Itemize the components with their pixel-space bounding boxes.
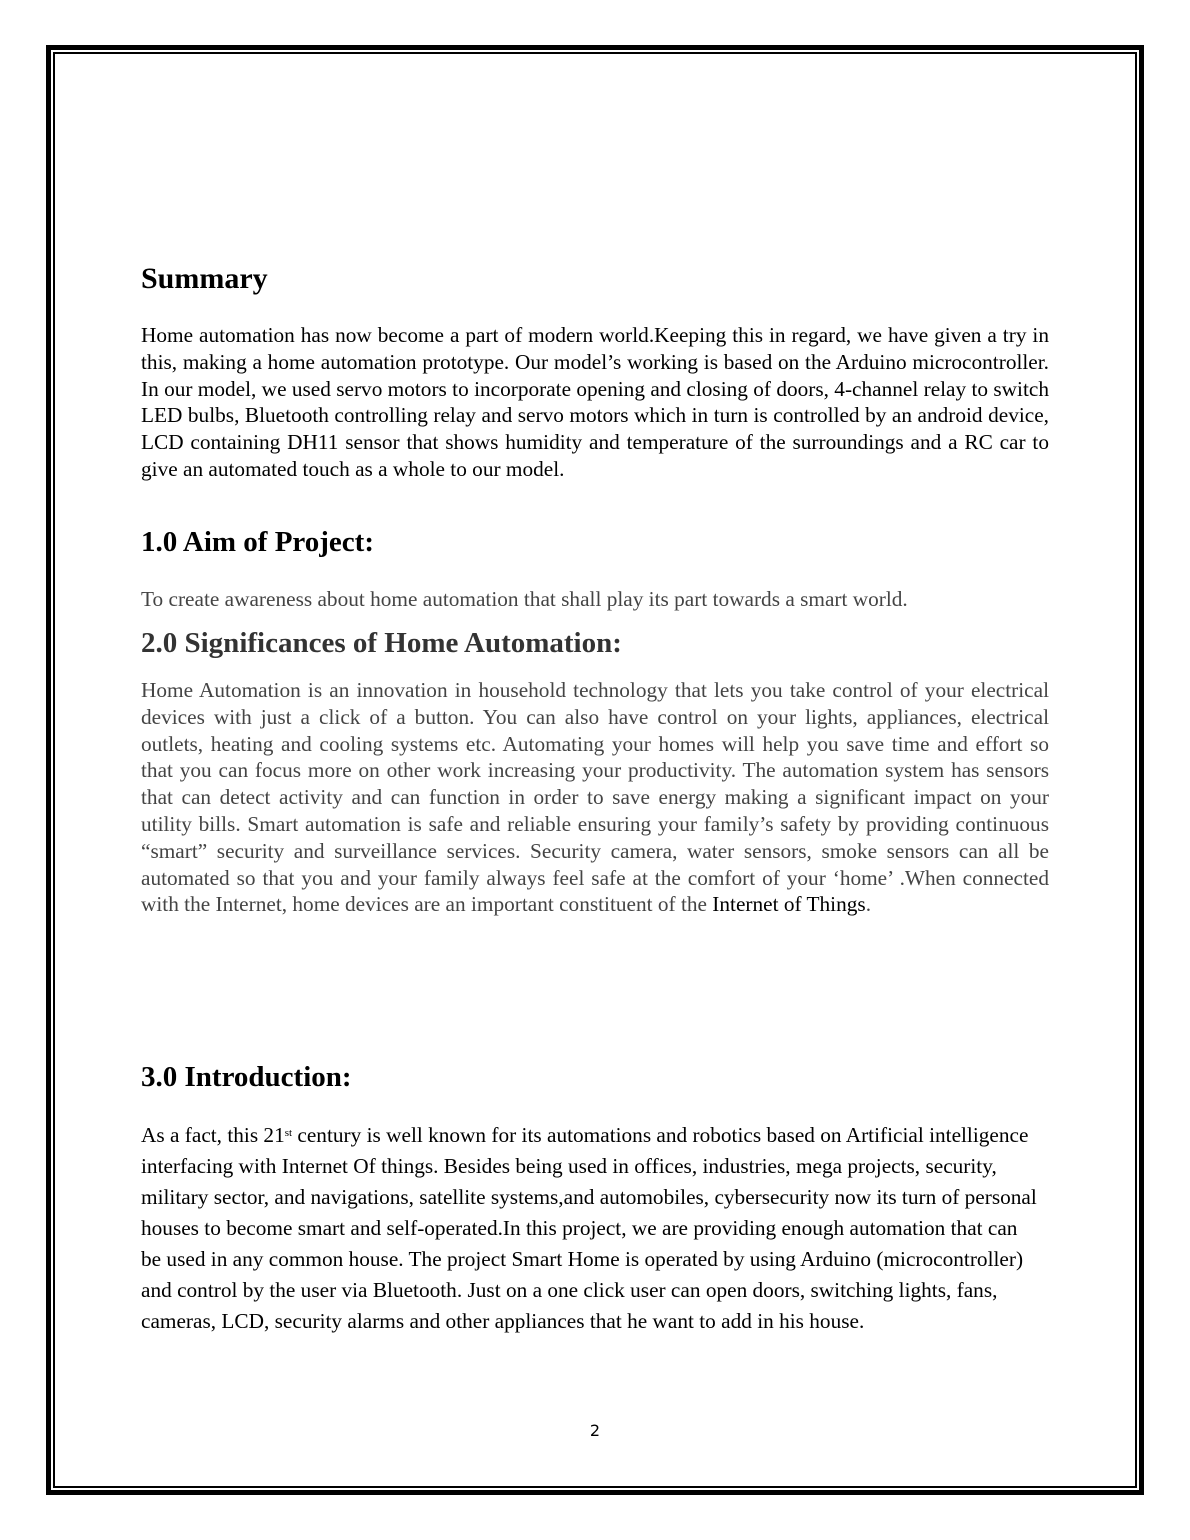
significance-text: Home Automation is an innovation in household technology that lets you take control of your electrical devices with just a click of a button. You can also have control on your lights, appliances, electrical outlets, heating and cooling systems etc. Automating your homes will help you save time and effort so that you can focus more on other work increasing your productivity. The automation system has sensors that can detect activity and can function in order to save energy making a significant impact on your utility bills. Smart automation is safe and reliable ensuring your family’s safety by providing continuous “smart” security and surveillance services. Security camera, water sensors, smoke sensors can all be automated so that you and your family always feel safe at the comfort of your ‘home’ .When connected with the Internet, home devices are an important constituent of the: [141, 678, 1049, 917]
introduction-text-rest: century is well known for its automations and robotics based on Artificial intelligence interfacing with Internet Of things. Besides being used in offices, industries, mega projects, security, military sector, and navigations, satellite systems,and automobiles, cybersecurity now its turn of personal houses to become smart and self-operated.In this project, we are providing enough automation that can be used in any common house. The project Smart Home is operated by using Arduino (microcontroller) and control by the user via Bluetooth. Just on a one click user can open doors, switching lights, fans, cameras, LCD, security alarms and other appliances that he want to add in his house.: [141, 1123, 1037, 1333]
aim-heading: 1.0 Aim of Project:: [141, 526, 374, 558]
significance-paragraph: [141, 677, 1049, 918]
summary-heading: Summary: [141, 262, 268, 295]
significance-heading: 2.0 Significances of Home Automation:: [141, 627, 622, 659]
significance-text-end: .: [865, 892, 872, 917]
introduction-text-start: As a fact, this 21: [141, 1123, 285, 1147]
introduction-heading: 3.0 Introduction:: [141, 1061, 352, 1093]
summary-paragraph: Home automation has now become a part of modern world.Keeping this in regard, we have given a try in this, making a home automation prototype. Our model’s working is based on the Arduino microcontroller. In our model, we used servo motors to incorporate opening and closing of doors, 4-channel relay to switch LED bulbs, Bluetooth controlling relay and servo motors which in turn is controlled by an android device, LCD containing DH11 sensor that shows humidity and temperature of the surroundings and a RC car to give an automated touch as a whole to our model.: [141, 323, 1049, 481]
aim-paragraph: To create awareness about home automation that shall play its part towards a smart world.: [141, 587, 908, 611]
introduction-superscript: st: [284, 1127, 293, 1139]
introduction-paragraph: [141, 1120, 1041, 1337]
internet-of-things-link[interactable]: Internet of Things: [712, 892, 866, 917]
page-number: 2: [589, 1421, 601, 1440]
